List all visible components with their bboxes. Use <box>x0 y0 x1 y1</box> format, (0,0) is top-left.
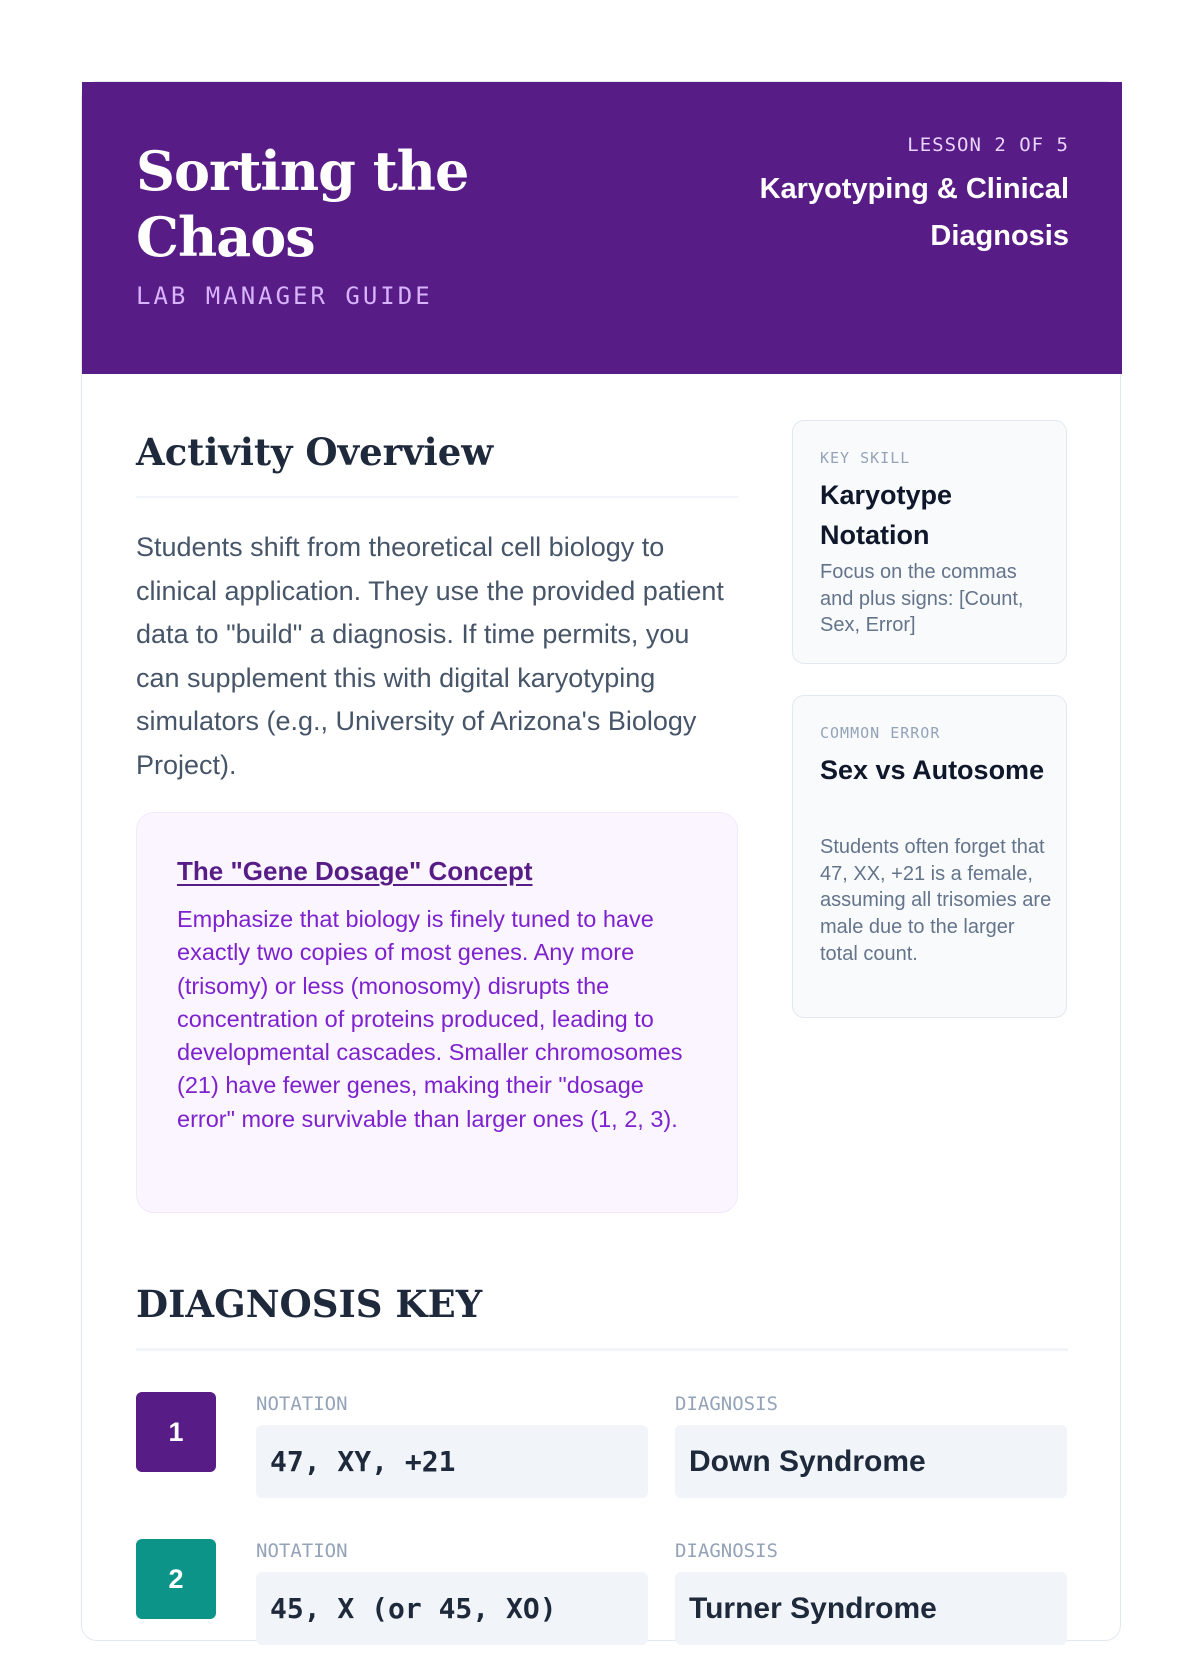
common-error-label: COMMON ERROR <box>820 724 941 742</box>
diagnosis-key-heading: DIAGNOSIS KEY <box>136 1282 483 1326</box>
diagnosis-field <box>675 1572 1067 1645</box>
common-error-box <box>792 695 1067 1018</box>
overview-text: Students shift from theoretical cell biology to clinical application. They use the provided patient data to "build" a diagnosis. If time permits, you can supplement this with digital karyotyping simulators (e.g., University of Arizona's Biology Project). <box>136 532 724 780</box>
diagnosis-label: DIAGNOSIS <box>675 1540 778 1562</box>
notation-label: NOTATION <box>256 1393 348 1415</box>
lesson-number: LESSON 2 OF 5 <box>907 134 1069 156</box>
concept-heading: The "Gene Dosage" Concept <box>177 856 533 886</box>
notation-field <box>256 1572 648 1645</box>
common-error-title: Sex vs Autosome <box>820 755 1045 785</box>
page-title: Sorting the Chaos <box>136 139 469 269</box>
diagnosis-field <box>675 1425 1067 1498</box>
diagnosis-label: DIAGNOSIS <box>675 1393 778 1415</box>
notation-value: 45, X (or 45, XO) <box>270 1592 557 1625</box>
notation-value: 47, XY, +21 <box>270 1445 456 1478</box>
key-skill-text: Focus on the commas and plus signs: [Count, Sex, Error] <box>820 561 1024 637</box>
key-skill-label: KEY SKILL <box>820 449 911 467</box>
common-error-text: Students often forget that 47, XX, +21 is a female, assuming all trisomies are male due to the larger total count. <box>820 836 1052 965</box>
overview-divider <box>136 496 738 498</box>
concept-callout <box>136 812 738 1213</box>
diagnosis-value: Turner Syndrome <box>689 1591 937 1625</box>
concept-text: Emphasize that biology is finely tuned to have exactly two copies of most genes. Any more (trisomy) or less (monosomy) disrupts the concentration of proteins produced, leading to developmental cascades. Smaller chromosomes (21) have fewer genes, making their "dosage error" more survivable than larger ones (1, 2, 3). <box>177 906 683 1132</box>
notation-label: NOTATION <box>256 1540 348 1562</box>
overview-heading: Activity Overview <box>136 430 494 474</box>
key-skill-title: Karyotype Notation <box>820 480 953 550</box>
lesson-topic: Karyotyping & Clinical Diagnosis <box>759 173 1069 252</box>
diagnosis-row <box>136 1392 1068 1512</box>
notation-field <box>256 1425 648 1498</box>
diagnosis-value: Down Syndrome <box>689 1444 926 1478</box>
row-number-badge: 2 <box>136 1539 216 1619</box>
row-number-badge: 1 <box>136 1392 216 1472</box>
diagnosis-key-divider <box>136 1348 1068 1351</box>
lesson-header <box>82 82 1122 374</box>
diagnosis-row <box>136 1539 1068 1659</box>
lesson-card <box>81 81 1121 1641</box>
key-skill-box <box>792 420 1067 664</box>
page-subtitle: LAB MANAGER GUIDE <box>136 282 433 310</box>
